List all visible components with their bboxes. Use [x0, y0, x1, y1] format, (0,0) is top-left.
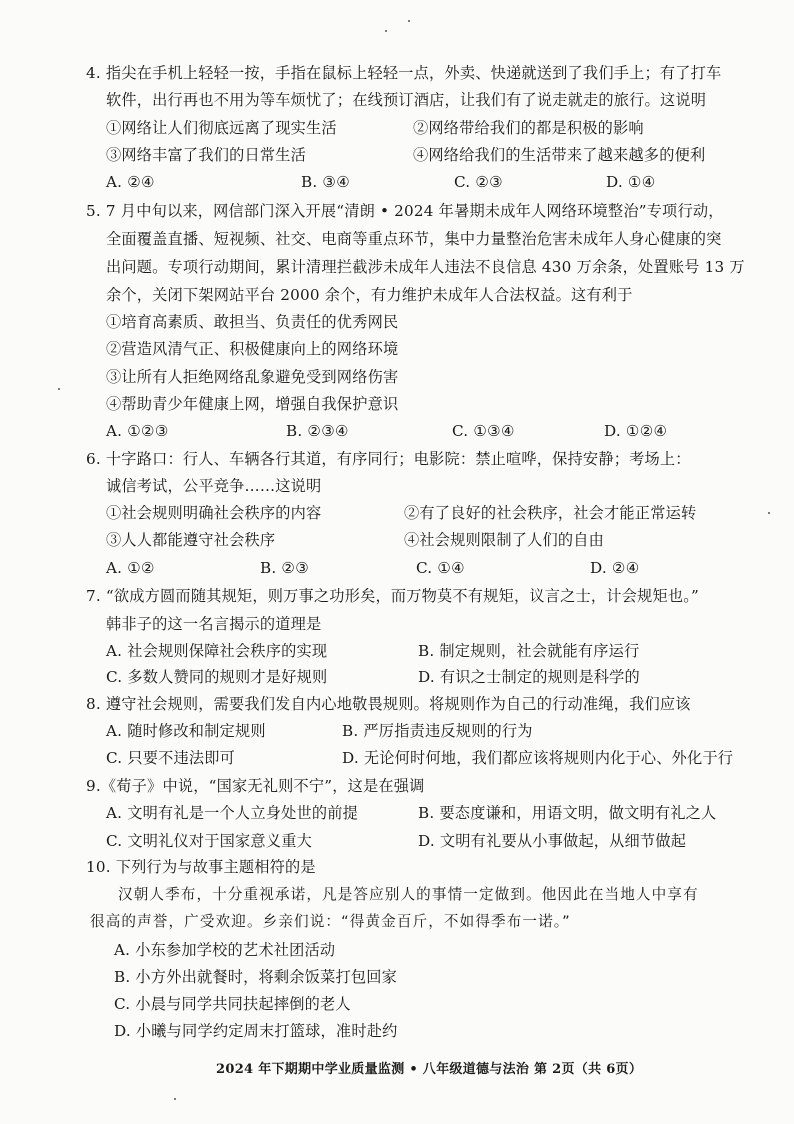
scan-speck — [385, 30, 387, 32]
question-6-statement-1: ①社会规则明确社会秩序的内容 — [106, 504, 322, 522]
question-6-option-a[interactable]: A. ①② — [106, 559, 155, 577]
question-7-option-c[interactable]: C. 多数人赞同的规则才是好规则 — [106, 668, 328, 686]
question-10-story-line-1: 汉朝人季布，十分重视承诺，凡是答应别人的事情一定做到。他因此在当地人中享有 — [118, 886, 699, 903]
scan-speck — [768, 512, 770, 514]
question-7-option-d[interactable]: D. 有识之士制定的规则是科学的 — [418, 668, 640, 686]
question-9-option-b[interactable]: B. 要态度谦和，用语文明，做文明有礼之人 — [418, 804, 717, 822]
question-4-option-d[interactable]: D. ①④ — [606, 173, 656, 191]
question-4-option-a[interactable]: A. ②④ — [106, 173, 155, 191]
question-6-statement-2: ②有了良好的社会秩序，社会才能正常运转 — [404, 504, 697, 522]
question-9-option-d[interactable]: D. 文明有礼要从小事做起，从细节做起 — [418, 832, 687, 850]
question-4-statement-1: ①网络让人们彻底远离了现实生活 — [106, 119, 337, 137]
question-4-option-c[interactable]: C. ②③ — [454, 173, 503, 191]
question-6-statement-4: ④社会规则限制了人们的自由 — [404, 531, 605, 549]
question-10-stem: 10. 下列行为与故事主题相符的是 — [86, 858, 316, 876]
question-6-stem-line-1: 6. 十字路口：行人、车辆各行其道，有序同行；电影院：禁止喧哗，保持安静；考场上： — [86, 450, 691, 468]
question-10-option-d[interactable]: D. 小曦与同学约定周末打篮球，准时赴约 — [114, 1022, 398, 1040]
question-10-option-c[interactable]: C. 小晨与同学共同扶起摔倒的老人 — [114, 995, 351, 1013]
question-10-story-line-2: 很高的声誉，广受欢迎。乡亲们说：“得黄金百斤，不如得季布一诺。” — [90, 913, 571, 930]
question-5-statement-4: ④帮助青少年健康上网，增强自我保护意识 — [106, 395, 399, 413]
question-9-stem: 9.《荀子》中说，“国家无礼则不宁”，这是在强调 — [86, 777, 425, 795]
question-6-option-d[interactable]: D. ②④ — [590, 559, 640, 577]
scan-speck — [174, 1098, 176, 1100]
question-5-statement-3: ③让所有人拒绝网络乱象避免受到网络伤害 — [106, 368, 399, 386]
question-6-option-b[interactable]: B. ②③ — [260, 559, 310, 577]
question-4-statement-3: ③网络丰富了我们的日常生活 — [106, 146, 307, 164]
question-5-stem-line-2: 全面覆盖直播、短视频、社交、电商等重点环节，集中力量整治危害未成年人身心健康的突 — [106, 230, 722, 248]
question-5-option-c[interactable]: C. ①③④ — [452, 422, 515, 440]
question-8-option-d[interactable]: D. 无论何时何地，我们都应该将规则内化于心、外化于行 — [342, 749, 734, 767]
question-4-stem-line-2: 软件，出行再也不用为等车烦忧了；在线预订酒店，让我们有了说走就走的旅行。这说明 — [106, 91, 707, 109]
question-6-option-c[interactable]: C. ①④ — [416, 559, 465, 577]
question-4-option-b[interactable]: B. ③④ — [301, 173, 351, 191]
question-7-option-b[interactable]: B. 制定规则，社会就能有序运行 — [418, 642, 640, 660]
question-9-option-c[interactable]: C. 文明礼仪对于国家意义重大 — [106, 832, 312, 850]
question-4-statement-4: ④网络给我们的生活带来了越来越多的便利 — [413, 146, 706, 164]
question-4-stem-line-1: 4. 指尖在手机上轻轻一按，手指在鼠标上轻轻一点，外卖、快递就送到了我们手上；有了打车 — [86, 64, 722, 82]
question-5-option-a[interactable]: A. ①②③ — [106, 422, 169, 440]
page-footer: 2024 年下期期中学业质量监测 • 八年级道德与法治 第 2页（共 6页） — [216, 1062, 643, 1077]
question-5-option-d[interactable]: D. ①②④ — [604, 422, 668, 440]
question-5-option-b[interactable]: B. ②③④ — [286, 422, 349, 440]
question-7-stem-line-1: 7. “欲成方圆而随其规矩，则万事之功形矣，而万物莫不有规矩，议言之士，计会规矩也。” — [86, 587, 699, 605]
question-6-statement-3: ③人人都能遵守社会秩序 — [106, 531, 276, 549]
question-6-stem-line-2: 诚信考试，公平竞争……这说明 — [106, 477, 322, 495]
question-8-option-c[interactable]: C. 只要不违法即可 — [106, 749, 236, 767]
question-7-option-a[interactable]: A. 社会规则保障社会秩序的实现 — [106, 642, 328, 660]
question-8-option-a[interactable]: A. 随时修改和制定规则 — [106, 722, 266, 740]
question-5-statement-2: ②营造风清气正、积极健康向上的网络环境 — [106, 340, 399, 358]
question-5-stem-line-4: 余个，关闭下架网站平台 2000 余个，有力维护未成年人合法权益。这有利于 — [106, 286, 633, 304]
scan-speck — [408, 20, 410, 22]
question-5-stem-line-3: 出问题。专项行动期间，累计清理拦截涉未成年人违法不良信息 430 万余条，处置账号 13 万 — [106, 258, 745, 276]
question-10-option-b[interactable]: B. 小方外出就餐时，将剩余饭菜打包回家 — [114, 968, 398, 986]
scan-speck — [58, 388, 60, 390]
question-8-stem: 8. 遵守社会规则，需要我们发自内心地敬畏规则。将规则作为自己的行动准绳，我们应该 — [86, 695, 691, 713]
question-7-stem-line-2: 韩非子的这一名言揭示的道理是 — [106, 615, 322, 633]
question-9-option-a[interactable]: A. 文明有礼是一个人立身处世的前提 — [106, 804, 359, 822]
question-4-statement-2: ②网络带给我们的都是积极的影响 — [413, 119, 644, 137]
question-10-option-a[interactable]: A. 小东参加学校的艺术社团活动 — [114, 941, 336, 959]
question-8-option-b[interactable]: B. 严厉指责违反规则的行为 — [342, 722, 533, 740]
question-5-statement-1: ①培育高素质、敢担当、负责任的优秀网民 — [106, 313, 399, 331]
question-5-stem-line-1: 5. 7 月中旬以来，网信部门深入开展“清朗 • 2024 年暑期未成年人网络环境整治”专项行动， — [86, 202, 724, 220]
